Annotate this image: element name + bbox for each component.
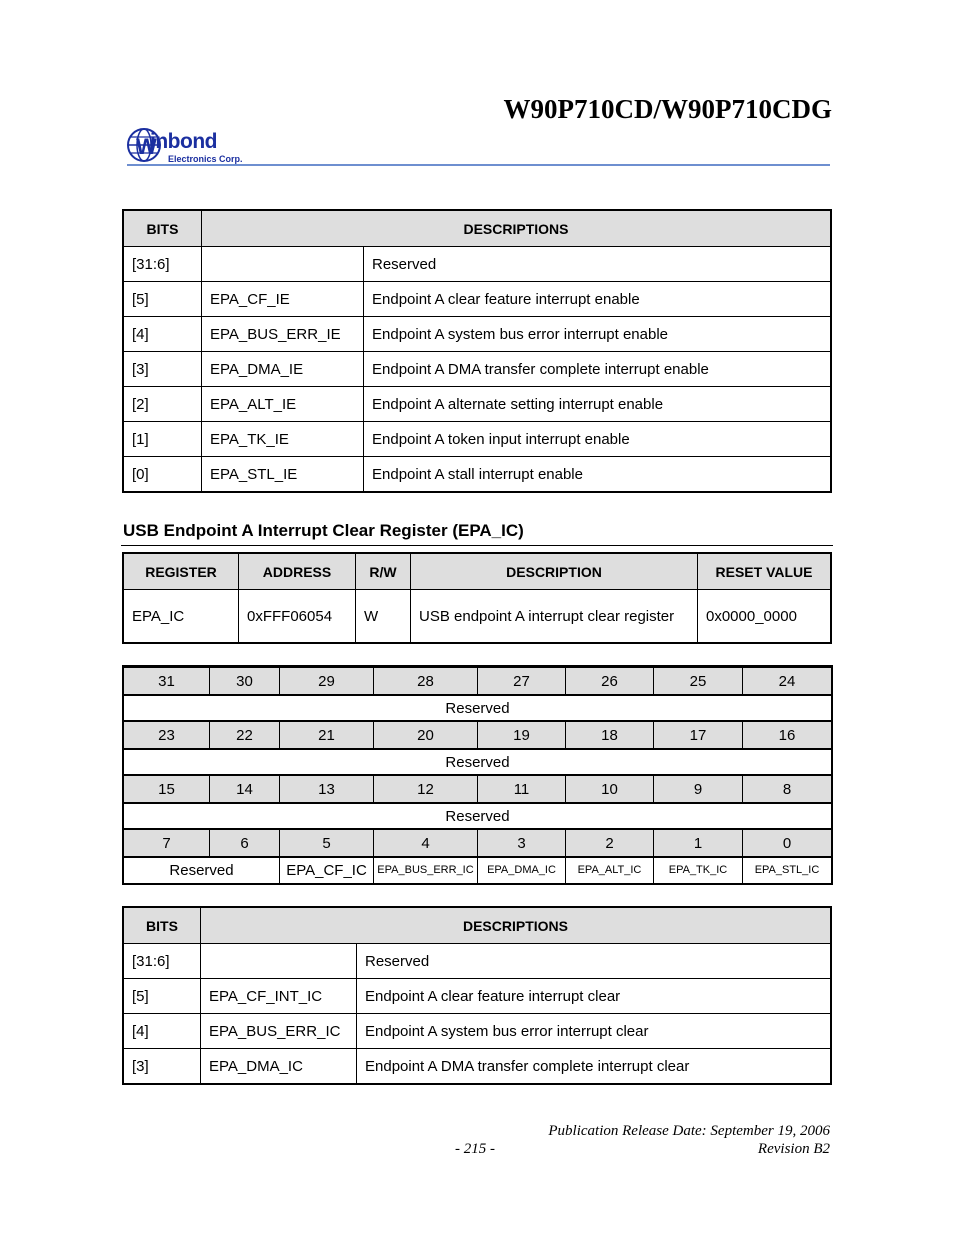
reserved-field: Reserved (124, 749, 832, 775)
field-name-cell: EPA_BUS_ERR_IE (202, 317, 364, 352)
table-row (124, 387, 831, 422)
table-row (124, 944, 831, 979)
bit-field-row (124, 749, 832, 775)
field-epa-tk-ic: EPA_TK_IC (654, 857, 743, 883)
field-name-cell: EPA_DMA_IE (202, 352, 364, 387)
header-divider (127, 164, 830, 166)
bit-number: 16 (743, 721, 832, 749)
document-title: W90P710CD/W90P710CDG (503, 94, 832, 124)
bit-number: 20 (374, 721, 478, 749)
bit-number: 19 (478, 721, 566, 749)
footer-revision: Revision B2 (757, 1141, 830, 1157)
bit-field-row (124, 803, 832, 829)
rw-cell: W (356, 590, 411, 643)
header-description: DESCRIPTION (411, 554, 698, 590)
table-row (124, 317, 831, 352)
bits-cell: [4] (124, 1014, 201, 1049)
bit-number: 3 (478, 829, 566, 857)
bit-number: 4 (374, 829, 478, 857)
table-header-row (124, 554, 831, 590)
bit-number: 10 (566, 775, 654, 803)
bit-number-row (124, 775, 832, 803)
section-heading: USB Endpoint A Interrupt Clear Register (EPA_IC) (123, 521, 524, 540)
svg-text:W: W (136, 134, 157, 159)
bits-description-table-ie (123, 210, 831, 492)
field-epa-alt-ic: EPA_ALT_IC (566, 857, 654, 883)
header-reset-value: RESET VALUE (698, 554, 831, 590)
winbond-logo (127, 125, 252, 167)
bit-number-row (124, 667, 832, 695)
bits-cell: [0] (124, 457, 202, 492)
description-cell: Endpoint A alternate setting interrupt enable (364, 387, 831, 422)
bit-number-row (124, 829, 832, 857)
field-epa-stl-ic: EPA_STL_IC (743, 857, 832, 883)
header-register: REGISTER (124, 554, 239, 590)
bit-number: 12 (374, 775, 478, 803)
field-epa-cf-ic: EPA_CF_IC (280, 857, 374, 883)
bits-cell: [5] (124, 979, 201, 1014)
bit-number: 6 (210, 829, 280, 857)
bit-number: 1 (654, 829, 743, 857)
register-table (123, 553, 831, 643)
logo-wordmark: inbond (150, 130, 217, 153)
description-cell: Endpoint A clear feature interrupt clear (357, 979, 831, 1014)
description-cell: Endpoint A stall interrupt enable (364, 457, 831, 492)
description-cell: Endpoint A DMA transfer complete interrupt clear (357, 1049, 831, 1084)
address-cell: 0xFFF06054 (239, 590, 356, 643)
bit-number: 23 (124, 721, 210, 749)
field-name-cell (202, 247, 364, 282)
bit-number-row (124, 721, 832, 749)
description-cell: Endpoint A DMA transfer complete interrupt enable (364, 352, 831, 387)
bits-cell: [31:6] (124, 944, 201, 979)
field-name-cell: EPA_CF_IE (202, 282, 364, 317)
description-cell: Reserved (364, 247, 831, 282)
bit-number: 30 (210, 667, 280, 695)
bit-map-table (123, 666, 832, 884)
bit-number: 25 (654, 667, 743, 695)
bit-number: 24 (743, 667, 832, 695)
description-cell: Reserved (357, 944, 831, 979)
bits-cell: [3] (124, 1049, 201, 1084)
bit-number: 5 (280, 829, 374, 857)
description-cell: Endpoint A clear feature interrupt enable (364, 282, 831, 317)
bits-cell: [2] (124, 387, 202, 422)
bit-number: 13 (280, 775, 374, 803)
header-bits: BITS (124, 908, 201, 944)
table-row (124, 1014, 831, 1049)
bits-cell: [31:6] (124, 247, 202, 282)
bits-cell: [4] (124, 317, 202, 352)
field-name-cell: EPA_STL_IE (202, 457, 364, 492)
bit-number: 15 (124, 775, 210, 803)
field-name-cell: EPA_ALT_IE (202, 387, 364, 422)
table-row (124, 282, 831, 317)
field-epa-dma-ic: EPA_DMA_IC (478, 857, 566, 883)
table-row (124, 352, 831, 387)
field-epa-bus-err-ic: EPA_BUS_ERR_IC (374, 857, 478, 883)
table-header-row (124, 908, 831, 944)
logo-subtitle: Electronics Corp. (168, 154, 243, 164)
bits-description-table-ic (123, 907, 831, 1084)
table-row (124, 979, 831, 1014)
bit-number: 8 (743, 775, 832, 803)
field-name-cell: EPA_BUS_ERR_IC (201, 1014, 357, 1049)
header-rw: R/W (356, 554, 411, 590)
header-address: ADDRESS (239, 554, 356, 590)
description-cell: USB endpoint A interrupt clear register (411, 590, 698, 643)
table-row (124, 590, 831, 643)
bit-number: 29 (280, 667, 374, 695)
field-name-cell: EPA_TK_IE (202, 422, 364, 457)
bit-field-row (124, 695, 832, 721)
section-divider (121, 545, 833, 546)
header-bits: BITS (124, 211, 202, 247)
bit-number: 17 (654, 721, 743, 749)
bits-cell: [5] (124, 282, 202, 317)
bit-number: 26 (566, 667, 654, 695)
bit-number: 31 (124, 667, 210, 695)
table-row (124, 457, 831, 492)
bit-number: 14 (210, 775, 280, 803)
field-name-cell: EPA_DMA_IC (201, 1049, 357, 1084)
bit-number: 18 (566, 721, 654, 749)
reserved-field: Reserved (124, 803, 832, 829)
field-name-cell: EPA_CF_INT_IC (201, 979, 357, 1014)
bit-number: 28 (374, 667, 478, 695)
table-row (124, 247, 831, 282)
table-header-row (124, 211, 831, 247)
reserved-field: Reserved (124, 857, 280, 883)
bit-number: 21 (280, 721, 374, 749)
bit-number: 7 (124, 829, 210, 857)
bit-number: 2 (566, 829, 654, 857)
bits-cell: [3] (124, 352, 202, 387)
bit-number: 22 (210, 721, 280, 749)
table-row (124, 1049, 831, 1084)
footer-page-number: - 215 - (455, 1141, 495, 1157)
table-row (124, 422, 831, 457)
reset-value-cell: 0x0000_0000 (698, 590, 831, 643)
bit-number: 9 (654, 775, 743, 803)
register-name-cell: EPA_IC (124, 590, 239, 643)
description-cell: Endpoint A system bus error interrupt clear (357, 1014, 831, 1049)
bit-number: 0 (743, 829, 832, 857)
bit-number: 27 (478, 667, 566, 695)
bit-field-row (124, 857, 832, 883)
bit-number: 11 (478, 775, 566, 803)
description-cell: Endpoint A system bus error interrupt enable (364, 317, 831, 352)
bits-cell: [1] (124, 422, 202, 457)
reserved-field: Reserved (124, 695, 832, 721)
header-descriptions: DESCRIPTIONS (202, 211, 831, 247)
footer-release-date: Publication Release Date: September 19, 2006 (548, 1123, 830, 1139)
description-cell: Endpoint A token input interrupt enable (364, 422, 831, 457)
header-descriptions: DESCRIPTIONS (201, 908, 831, 944)
field-name-cell (201, 944, 357, 979)
